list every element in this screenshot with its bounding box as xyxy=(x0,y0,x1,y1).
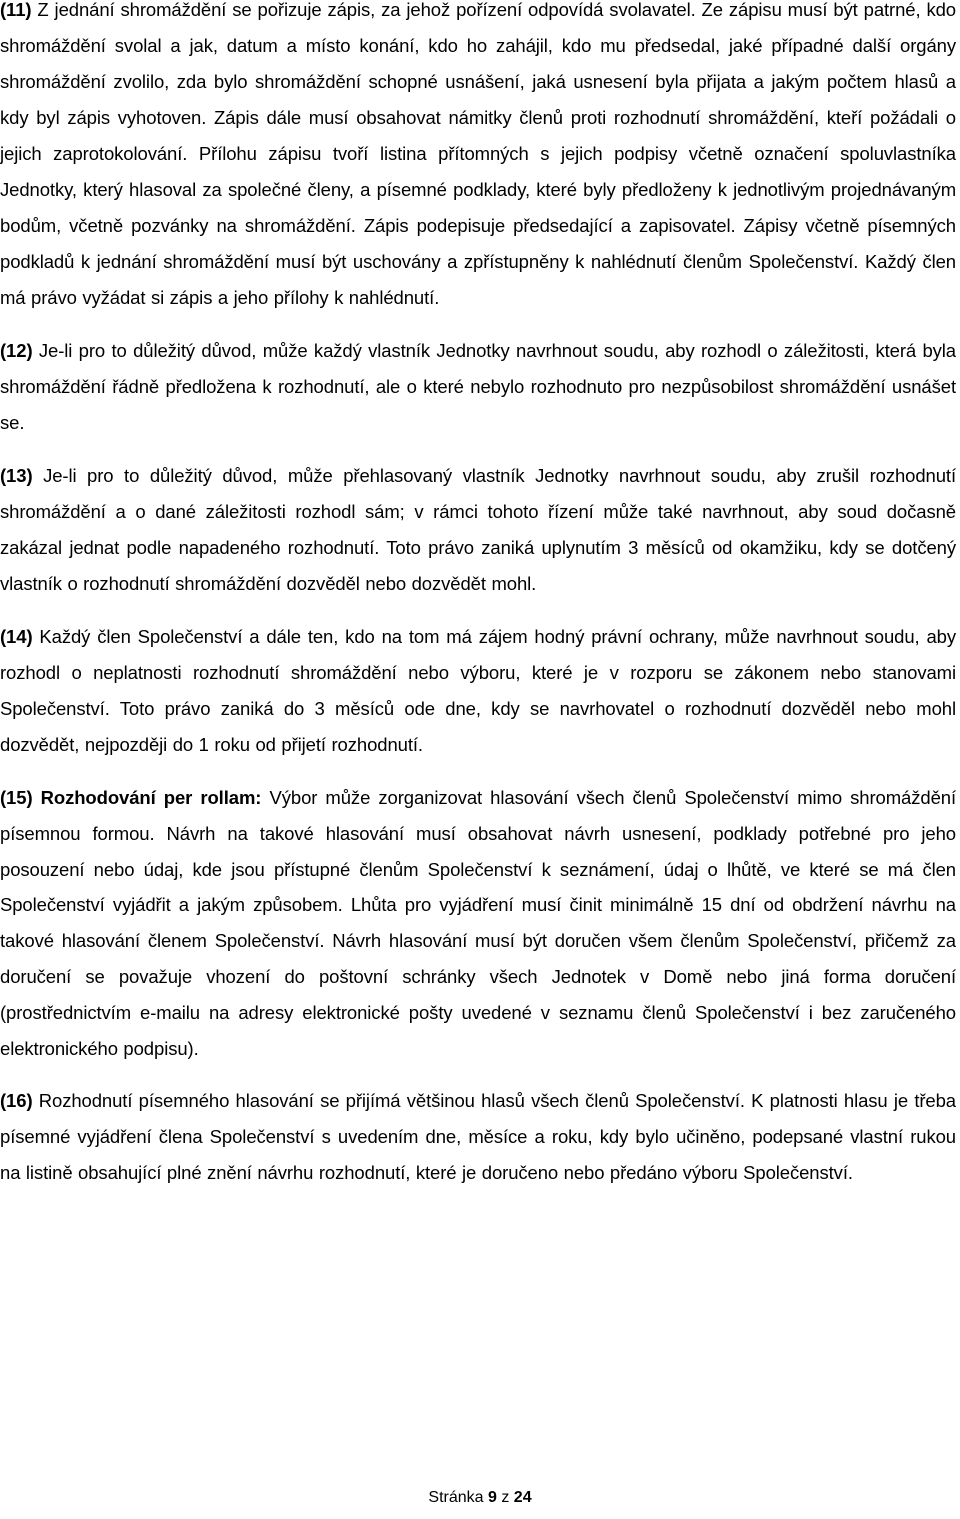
current-page-number: 9 xyxy=(487,1489,497,1506)
paragraph-text: Rozhodnutí písemného hlasování se přijímá většinou hlasů všech členů Společenství. K platnosti hlasu je třeba písemné vyjádření člena Společenství s uvedením dne, měsíce a roku, kdy bylo učiněno, podepsané vlastní rukou na listině obsahující plné znění návrhu rozhodnutí, které je doručeno nebo předáno výboru Společenství. xyxy=(0,1090,956,1184)
paragraph-number: (13) xyxy=(0,465,33,486)
paragraph-12 xyxy=(0,333,956,441)
page-separator: z xyxy=(501,1489,510,1506)
paragraph-text: Je-li pro to důležitý důvod, může každý vlastník Jednotky navrhnout soudu, aby rozhodl o záležitosti, která byla shromáždění řádně předložena k rozhodnutí, ale o které nebylo rozhodnuto pro nezpůsobilost shromáždění usnášet se. xyxy=(0,340,956,433)
page-label: Stránka xyxy=(428,1489,484,1506)
paragraph-16 xyxy=(0,1083,956,1191)
paragraph-15 xyxy=(0,780,956,1066)
page-footer xyxy=(0,1488,960,1508)
paragraph-text: Výbor může zorganizovat hlasování všech členů Společenství mimo shromáždění písemnou formou. Návrh na takové hlasování musí obsahovat návrh usnesení, podklady potřebné pro jeho posouzení nebo údaj, kde jsou přístupné členům Společenství k seznámení, údaj o lhůtě, ve které se má člen Společenství vyjádřit a jakým způsobem. Lhůta pro vyjádření musí činit minimálně 15 dní od obdržení návrhu na takové hlasování členem Společenství. Návrh hlasování musí být doručen všem členům Společenství, přičemž za doručení se považuje vhození do poštovní schránky všech Jednotek v Domě nebo jiná forma doručení (prostřednictvím e-mailu na adresy elektronické pošty uvedené v seznamu členů Společenství i bez zaručeného elektronického podpisu). xyxy=(0,787,956,1059)
paragraph-number: (11) xyxy=(0,0,32,20)
paragraph-heading: Rozhodování per rollam: xyxy=(40,787,262,808)
paragraph-number: (12) xyxy=(0,340,33,361)
paragraph-text: Každý člen Společenství a dále ten, kdo na tom má zájem hodný právní ochrany, může navrhnout soudu, aby rozhodl o neplatnosti rozhodnutí shromáždění nebo výboru, které je v rozporu se zákonem nebo stanovami Společenství. Toto právo zaniká do 3 měsíců ode dne, kdy se navrhovatel o rozhodnutí dozvěděl nebo mohl dozvědět, nejpozději do 1 roku od přijetí rozhodnutí. xyxy=(0,626,956,755)
paragraph-number: (16) xyxy=(0,1090,33,1112)
paragraph-14 xyxy=(0,619,956,763)
paragraph-text: Z jednání shromáždění se pořizuje zápis, za jehož pořízení odpovídá svolavatel. Ze zápisu musí být patrné, kdo shromáždění svolal a jak, datum a místo konání, kdo ho zahájil, kdo mu předsedal, jaké případné další orgány shromáždění zvolilo, zda bylo shromáždění schopné usnášení, jaká usnesení byla přijata a jakým počtem hlasů a kdy byl zápis vyhotoven. Zápis dále musí obsahovat námitky členů proti rozhodnutí shromáždění, kteří požádali o jejich zaprotokolování. Přílohu zápisu tvoří listina přítomných s jejich podpisy včetně označení spoluvlastníka Jednotky, který hlasoval za společné členy, a písemné podklady, které byly předloženy k jednotlivým projednávaným bodům, včetně pozvánky na shromáždění. Zápis podepisuje předsedající a zapisovatel. Zápisy včetně písemných podkladů k jednání shromáždění musí být uschovány a zpřístupněny k nahlédnutí členům Společenství. Každý člen má právo vyžádat si zápis a jeho přílohy k nahlédnutí. xyxy=(0,0,956,308)
paragraph-11 xyxy=(0,0,956,316)
paragraph-number: (14) xyxy=(0,626,33,647)
paragraph-text: Je-li pro to důležitý důvod, může přehlasovaný vlastník Jednotky navrhnout soudu, aby zrušil rozhodnutí shromáždění a o dané záležitosti rozhodl sám; v rámci tohoto řízení může také navrhnout, aby soud dočasně zakázal jednat podle napadeného rozhodnutí. Toto právo zaniká uplynutím 3 měsíců od okamžiku, kdy se dotčený vlastník o rozhodnutí shromáždění dozvěděl nebo dozvědět mohl. xyxy=(0,465,956,594)
paragraph-13 xyxy=(0,458,956,602)
paragraph-number: (15) xyxy=(0,787,33,808)
total-page-count: 24 xyxy=(513,1489,532,1506)
